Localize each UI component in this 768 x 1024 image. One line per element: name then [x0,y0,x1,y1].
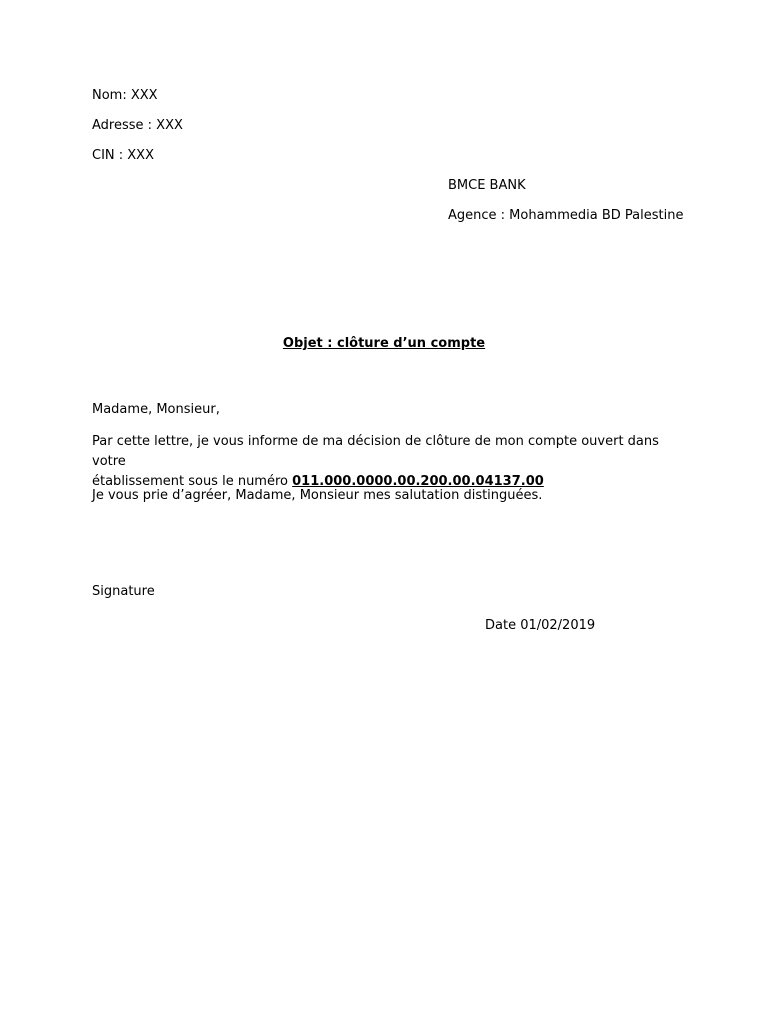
closing-formula: Je vous prie d’agréer, Madame, Monsieur mes salutation distinguées. [92,488,543,503]
account-number: 011.000.0000.00.200.00.04137.00 [292,474,544,489]
letter-subject: Objet : clôture d’un compte [282,336,486,351]
recipient-bank: BMCE BANK [448,178,526,193]
salutation: Madame, Monsieur, [92,402,220,417]
sender-cin: CIN : XXX [92,148,154,163]
sender-address: Adresse : XXX [92,118,183,133]
sender-name: Nom: XXX [92,88,158,103]
body-paragraph [92,432,692,492]
body-line-1: Par cette lettre, je vous informe de ma décision de clôture de mon compte ouvert dans votre [92,434,659,469]
letter-date: Date 01/02/2019 [485,618,596,633]
recipient-agency: Agence : Mohammedia BD Palestine [448,208,684,223]
body-line-2-prefix: établissement sous le numéro [92,474,293,489]
signature-label: Signature [92,584,155,599]
